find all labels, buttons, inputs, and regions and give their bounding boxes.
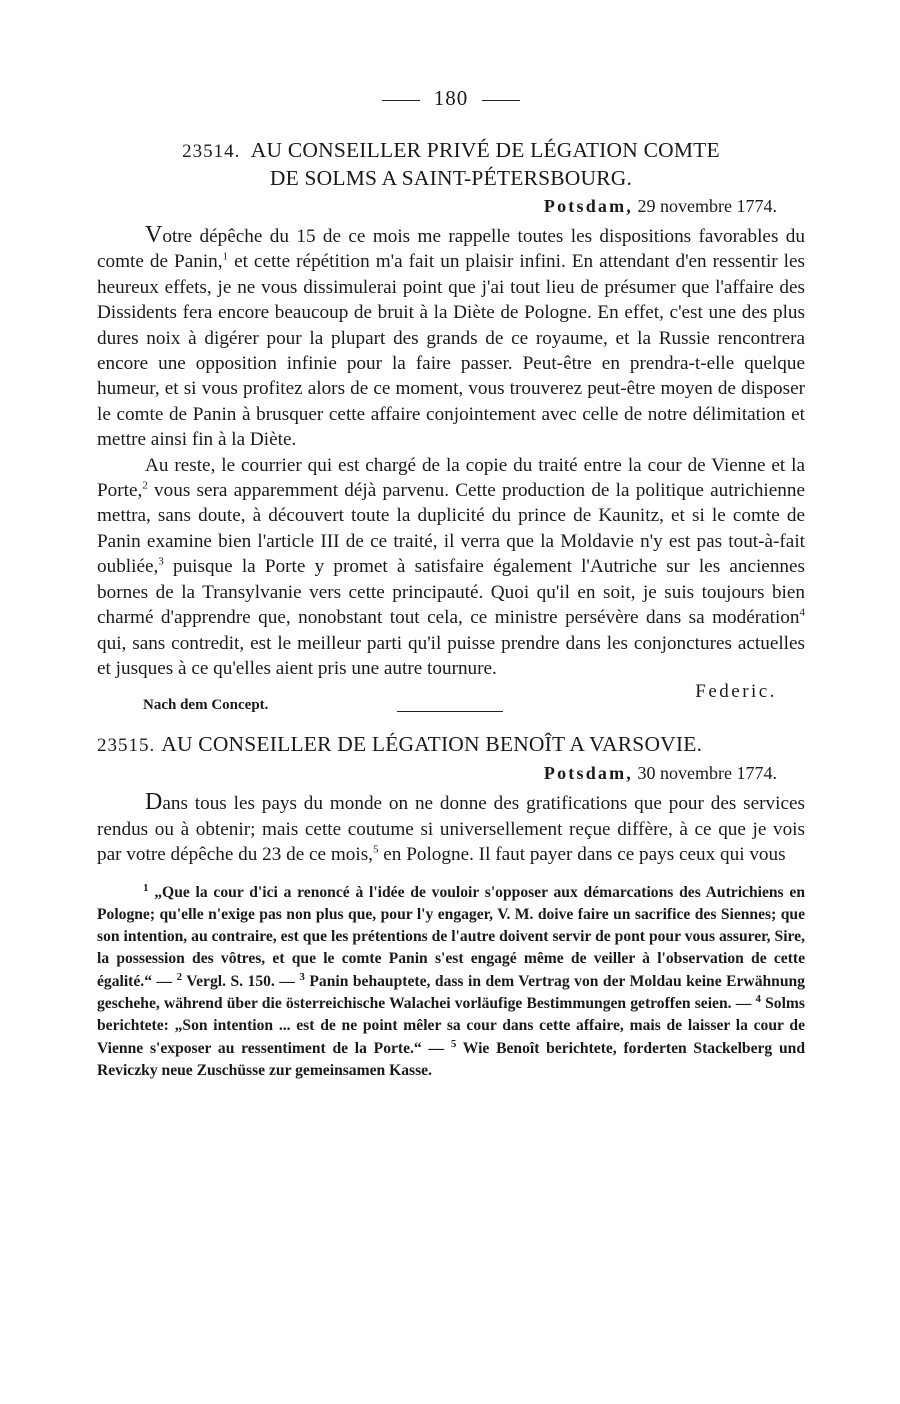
footnote-4-mark: 4 bbox=[755, 992, 761, 1005]
letter-1-title-line2: DE SOLMS A SAINT-PÉTERSBOURG. bbox=[269, 166, 633, 190]
page-number-left-dash bbox=[382, 100, 420, 101]
letter-1-p1-text-b: et cette répétition m'a fait un plaisir infini. En attendant d'en ressentir les heureux effets, je ne vous dissimulerai point que j'ai tout lieu de présumer que l'affaire des Dissidents fera encore beaucoup de bruit à la Diète de Pologne. En effet, c'est une des plus dures noix à digérer pour la plupart des grands de ce royaume, et la Russie rencontrera encore une opposition infinie pour la faire passer. Peut-être en prendra-t-elle quelque humeur, et si vous profitez alors de ce moment, vous trouverez peut-être moyen de disposer le comte de Panin à brusquer cette affaire conjointement avec celle de notre délimitation et mettre ainsi fin à la Diète. bbox=[97, 251, 805, 451]
letter-2-title: AU CONSEILLER DE LÉGATION BENOÎT A VARSOVIE. bbox=[161, 732, 703, 757]
footnote-ref-4: 4 bbox=[799, 606, 805, 619]
page-number-right-dash bbox=[482, 100, 520, 101]
footnotes-block bbox=[97, 882, 805, 1083]
letter-1-paragraph-1 bbox=[97, 223, 805, 453]
letter-1-dateline bbox=[97, 194, 805, 219]
letter-2-date: 30 novembre 1774. bbox=[637, 763, 777, 784]
letter-1-signature: Federic. bbox=[695, 681, 777, 703]
letter-1-body bbox=[97, 223, 805, 681]
letter-1-p1-text-a: otre dépêche du 15 de ce mois me rappelle toutes les dispositions favorables du comte de Panin, bbox=[97, 226, 805, 273]
footnote-ref-2: 2 bbox=[142, 479, 148, 492]
letter-2-body bbox=[97, 790, 805, 867]
letter-2-number: 23515. bbox=[97, 735, 156, 757]
footnote-ref-1: 1 bbox=[222, 251, 229, 264]
letter-2-p1-text-a: ans tous les pays du monde on ne donne des gratifications que pour des services rendus ou à obtenir; mais cette coutume si universellement reçue diffère, à ce que je vois par votre dépêche du 23 de ce mois, bbox=[97, 793, 805, 866]
section-divider bbox=[397, 711, 503, 712]
page-number-header bbox=[97, 86, 805, 111]
footnote-5-mark: 5 bbox=[450, 1037, 457, 1050]
letter-1-p2-text-d: qui, sans contredit, est le meilleur parti qu'il puisse prendre dans les conjonctures actuelles et jusques à ce qu'elles aient pris une autre tournure. bbox=[97, 632, 805, 679]
letter-1-p2-text-a: Au reste, le courrier qui est chargé de la copie du traité entre la cour de Vienne et la Porte, bbox=[97, 454, 805, 502]
letter-1-initial: V bbox=[145, 222, 163, 248]
footnote-1-mark: 1 bbox=[143, 881, 149, 894]
footnote-3-mark: 3 bbox=[299, 970, 305, 983]
footnote-2-text: Vergl. S. 150. — bbox=[182, 972, 300, 990]
letter-2-place: Potsdam, bbox=[543, 763, 634, 784]
footnote-ref-3: 3 bbox=[158, 555, 164, 568]
footnote-5-text: Wie Benoît berichtete, forderten Stackelberg und Reviczky neue Zuschüsse zur gemeinsamen Kasse. bbox=[97, 1039, 805, 1079]
letter-1-signoff bbox=[97, 681, 805, 725]
letter-1-title-line1: AU CONSEILLER PRIVÉ DE LÉGATION COMTE bbox=[250, 138, 720, 162]
letter-1-number: 23514. bbox=[182, 141, 241, 162]
letter-1-place: Potsdam, bbox=[543, 196, 634, 216]
page-number: 180 bbox=[433, 86, 469, 110]
letter-1-p2-text-b: vous sera apparemment déjà parvenu. Cette production de la politique autrichienne mettra, sans doute, à découvert toute la duplicité du prince de Kaunitz, et si le comte de Panin examine bien l'article III de ce traité, il verra que la Moldavie n'y est pas tout-à-fait oubliée, bbox=[97, 480, 805, 578]
footnotes bbox=[97, 882, 805, 1083]
letter-2-dateline bbox=[97, 761, 805, 786]
letter-2-p1-text-b: en Pologne. Il faut payer dans ce pays ceux qui vous bbox=[378, 844, 786, 866]
footnote-ref-5: 5 bbox=[372, 843, 379, 856]
footnote-3-text: Panin behauptete, dass in dem Vertrag von der Moldau keine Erwähnung geschehe, während über die österreichische Walachei vorläufige Bestimmungen getroffen seien. — bbox=[97, 972, 805, 1013]
letter-1-heading bbox=[97, 137, 805, 192]
footnote-4-text: Solms berichtete: „Son intention ... est de ne point mêler sa cour dans cette affaire, mais de laisser la cour de Vienne s'exposer au ressentiment de la Porte.“ — bbox=[97, 995, 805, 1057]
footnote-2-mark: 2 bbox=[176, 970, 183, 983]
letter-2-heading bbox=[97, 731, 805, 759]
letter-1-date: 29 novembre 1774. bbox=[637, 196, 777, 216]
document-page bbox=[97, 86, 805, 1082]
letter-1-p2-text-c: puisque la Porte y promet à satisfaire également l'Autriche sur les anciennes bornes de la Transylvanie vers cette principauté. Quoi qu'il en soit, je suis toujours bien charmé d'apprendre que, nonobstant tout cela, ce ministre persévère dans sa modération bbox=[97, 556, 805, 629]
letter-1-paragraph-2 bbox=[97, 453, 805, 682]
letter-1-source-note: Nach dem Concept. bbox=[143, 697, 269, 714]
letter-2-paragraph-1 bbox=[97, 790, 805, 867]
footnote-1-text: „Que la cour d'ici a renoncé à l'idée de vouloir s'opposer aux démarcations des Autrichiens en Pologne; qu'elle n'exige pas non plus que, pour l'y engager, V. M. doive faire un sacrifice des Siennes; que son intention, au contraire, est que les prétentions de l'autre doivent servir de pont pour vous assurer, Sire, la possession des vôtres, et que le comte Panin s'est engagé même de veiller à l'observation de cette égalité.“ — bbox=[97, 883, 805, 990]
letter-2-initial: D bbox=[145, 789, 163, 816]
